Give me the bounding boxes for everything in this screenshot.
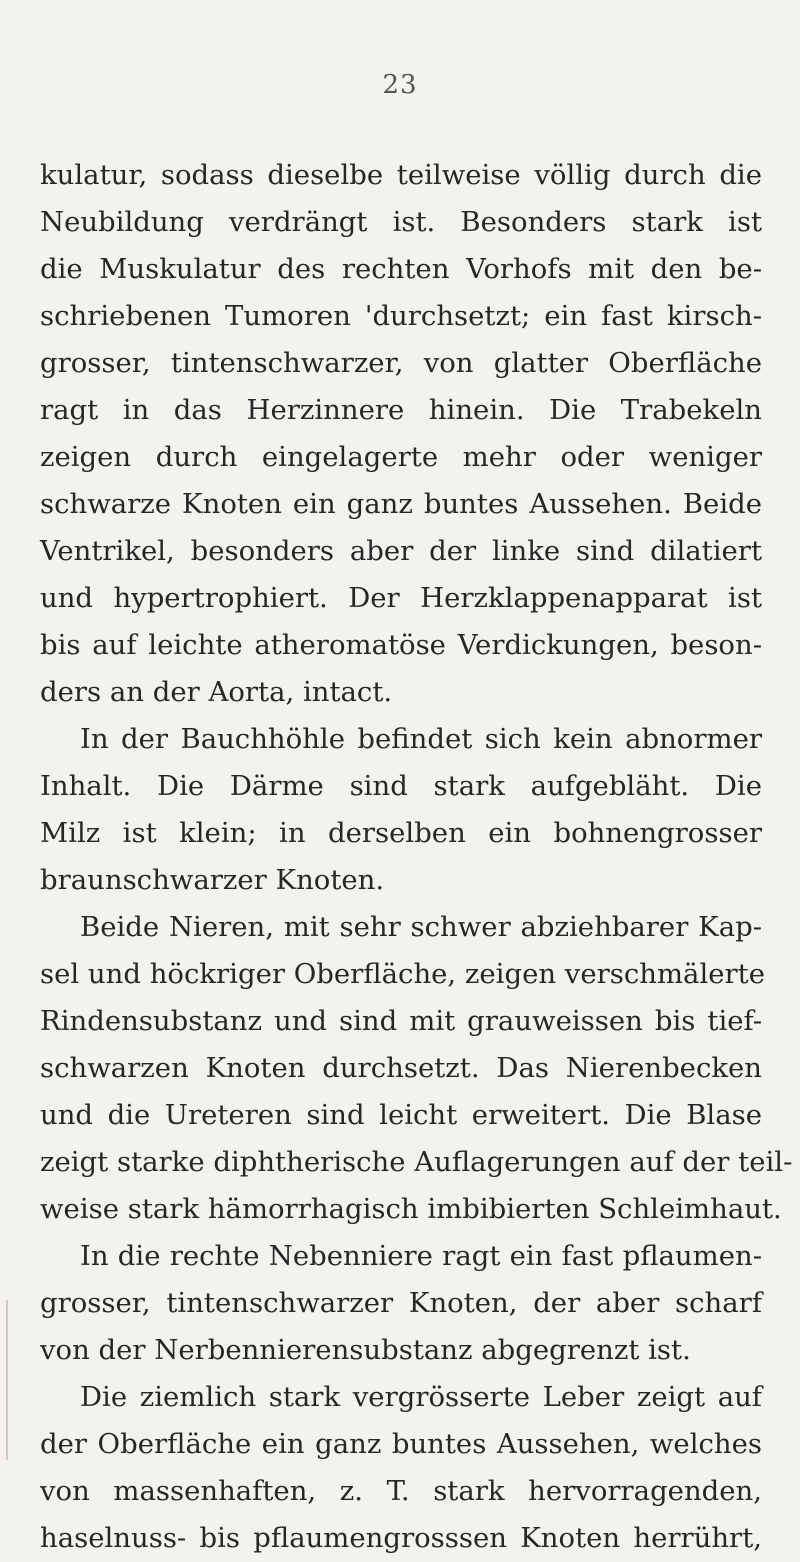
text-line: ragt in das Herzinnere hinein. Die Trabekeln (40, 394, 762, 426)
text-line: zeigen durch eingelagerte mehr oder weniger (40, 441, 762, 473)
text-line: schwarzen Knoten durchsetzt. Das Nierenbecken (40, 1052, 762, 1084)
text-line: Inhalt. Die Därme sind stark aufgebläht. Die (40, 770, 762, 802)
text-line: die Muskulatur des rechten Vorhofs mit den be- (40, 253, 762, 285)
text-line: Beide Nieren, mit sehr schwer abziehbarer Kap- (80, 911, 762, 943)
text-line: haselnuss- bis pflaumengrosssen Knoten herrührt, (40, 1522, 762, 1554)
text-line: bis auf leichte atheromatöse Verdickungen, beson- (40, 629, 762, 661)
body-text (40, 152, 793, 1562)
text-line: der Oberfläche ein ganz buntes Aussehen, welches (40, 1428, 762, 1460)
text-line: braunschwarzer Knoten. (40, 864, 385, 896)
text-line: In die rechte Nebenniere ragt ein fast pflaumen- (80, 1240, 762, 1272)
text-line: und hypertrophiert. Der Herzklappenapparat ist (40, 582, 762, 614)
page-edge-mark (6, 1300, 8, 1460)
text-line: Ventrikel, besonders aber der linke sind dilatiert (40, 535, 762, 567)
text-line: kulatur, sodass dieselbe teilweise völlig durch die (40, 159, 762, 191)
text-line: ders an der Aorta, intact. (40, 676, 393, 708)
text-line: grosser, tintenschwarzer, von glatter Oberfläche (40, 347, 762, 379)
text-line: grosser, tintenschwarzer Knoten, der aber scharf (40, 1287, 762, 1319)
text-line: Neubildung verdrängt ist. Besonders stark ist (40, 206, 762, 238)
text-line: sel und höckriger Oberfläche, zeigen verschmälerte (40, 958, 765, 990)
text-line: In der Bauchhöhle befindet sich kein abnormer (80, 723, 762, 755)
text-line: weise stark hämorrhagisch imbibierten Schleimhaut. (40, 1193, 782, 1225)
page-number: 23 (382, 70, 418, 100)
text-line: schwarze Knoten ein ganz buntes Aussehen. Beide (40, 488, 762, 520)
text-line: und die Ureteren sind leicht erweitert. Die Blase (40, 1099, 762, 1131)
text-line: von der Nerbennierensubstanz abgegrenzt ist. (40, 1334, 691, 1366)
text-line: schriebenen Tumoren 'durchsetzt; ein fast kirsch- (40, 300, 762, 332)
text-line: Die ziemlich stark vergrösserte Leber zeigt auf (80, 1381, 762, 1413)
text-line: Rindensubstanz und sind mit grauweissen bis tief- (40, 1005, 762, 1037)
text-line: Milz ist klein; in derselben ein bohnengrosser (40, 817, 762, 849)
text-line: zeigt starke diphtherische Auflagerungen auf der teil- (40, 1146, 793, 1178)
text-line: von massenhaften, z. T. stark hervorragenden, (40, 1475, 762, 1507)
